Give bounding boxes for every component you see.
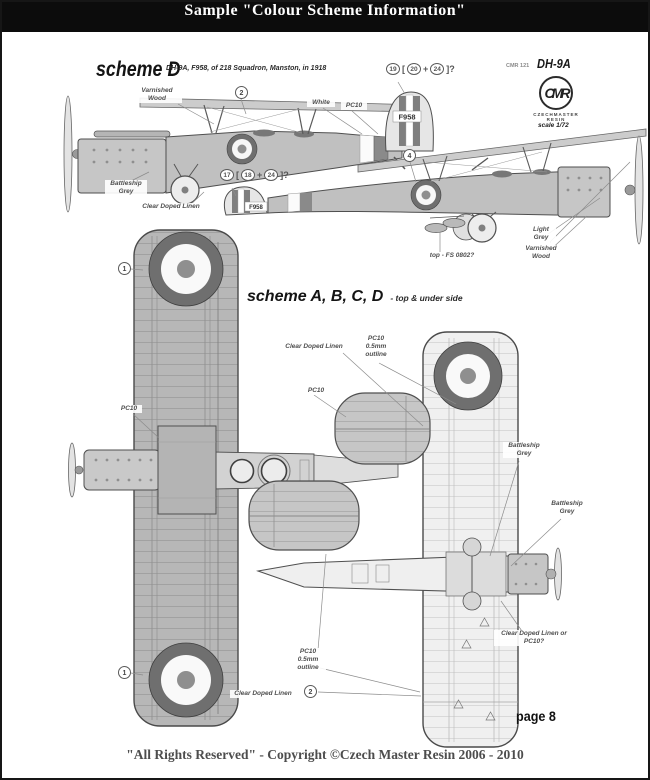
callout-cdl-b: Clear Doped Linen	[283, 343, 345, 351]
copyright-text: "All Rights Reserved" - Copyright ©Czech Master Resin 2006 - 2010	[126, 747, 524, 762]
model-name: DH-9A	[537, 56, 571, 71]
scheme-abcd-title: scheme A, B, C, D	[247, 288, 384, 305]
callout-pc10-c: PC10	[116, 405, 142, 413]
callout-pc10-outline-b: PC10 0.5mm outline	[290, 648, 326, 672]
marker-4: 4	[403, 149, 416, 162]
callout-pc10-b: PC10	[303, 387, 329, 395]
brand-sub-text: CZECHMASTER RESIN	[533, 112, 579, 122]
callout-light-grey: Light Grey	[526, 226, 556, 242]
callout-cdl-c: Clear Doped Linen	[230, 690, 296, 698]
callout-white: White	[307, 99, 335, 107]
colour-ref-1: 19 [ 20 + 24 ]?	[386, 63, 455, 75]
marker-1-wing-top: 1	[118, 262, 131, 275]
marker-2-bottom: 2	[304, 685, 317, 698]
callout-varnished-wood-1: Varnished Wood	[132, 87, 182, 103]
marker-2-top: 2	[235, 86, 248, 99]
copyright-footer	[2, 747, 648, 763]
kit-number: CMR 121	[506, 63, 530, 69]
page-number: page 8	[516, 708, 556, 724]
svg-text:F958: F958	[398, 112, 416, 122]
callout-cdl-a: Clear Doped Linen	[138, 203, 204, 211]
scheme-abcd-heading	[247, 288, 463, 306]
callout-battleship-grey-c: Battleship Grey	[546, 500, 588, 516]
svg-text:F958: F958	[249, 205, 263, 211]
colour-ref-2: 17 [ 18 + 24 ]?	[220, 169, 289, 181]
marker-1-wing-bottom: 1	[118, 666, 131, 679]
callout-cdl-or-pc10: Clear Doped Linen or PC10?	[494, 630, 574, 646]
cmr-logo: CMR	[539, 76, 573, 110]
scheme-d-title: scheme D	[96, 58, 181, 81]
callout-pc10-a: PC10	[341, 102, 367, 110]
callout-varnished-wood-2: Varnished Wood	[522, 245, 560, 261]
callout-top-fs: top - FS 0802?	[416, 252, 488, 260]
callout-battleship-grey-a: Battleship Grey	[105, 180, 147, 196]
callout-pc10-outline-a: PC10 0.5mm outline	[358, 335, 394, 359]
scale-label: scale 1/72	[538, 122, 569, 129]
page-title: Sample "Colour Scheme Information"	[184, 2, 466, 19]
scheme-abcd-subtitle: - top & under side	[390, 293, 463, 303]
callout-battleship-grey-b: Battleship Grey	[503, 442, 545, 458]
scheme-d-subtitle: DH-9A, F958, of 218 Squadron, Manston, in 1918	[166, 65, 327, 72]
